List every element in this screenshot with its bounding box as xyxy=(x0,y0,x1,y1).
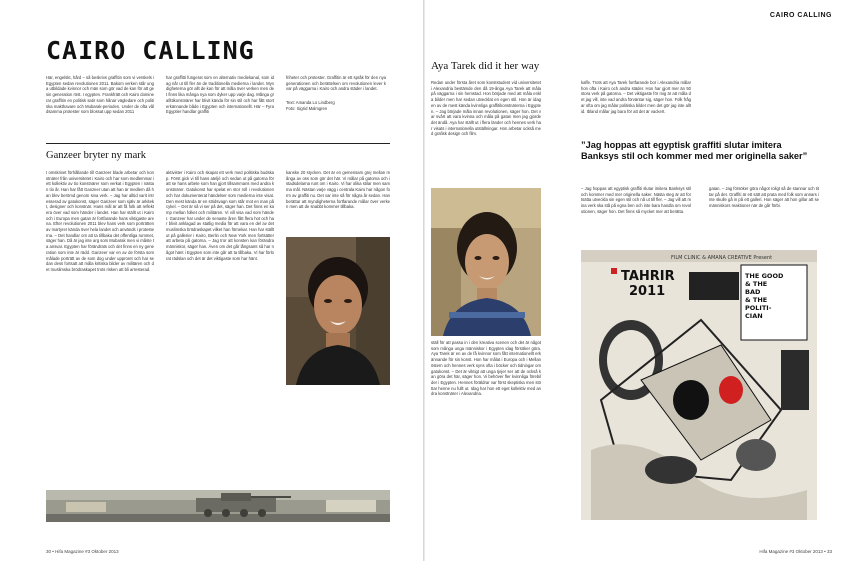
aya-portrait-photo xyxy=(431,188,541,336)
credit-text: Text: Amanda Lo Lindberg Foto: Sigrid Malmgren xyxy=(286,100,335,111)
ganzeer-column-1: I omskrivet förhållande till Ganzeer blade arbetar och konstnärer från universitetet i Kairo och har som medlemmar i ett kollektiv av tio konstnärer som verkat i Egypten i nästan tio år. Han har fått Ganzeer utan att han är medlem då han blev berömd genom sina verk. – Jag har alltid varit intresserad av gatukonst, säger Ganzeer som själv är arkitekt, designer och konstnär. Hans mål är att få folk att reflektera över vad som händer i landet. Han har ställt ut i Kairo och i Europa men gatan är fortfarande hans viktigaste arena. Efter revolutionen 2011 blev hans verk som porträtten av martyrer kända över hela landet och används i protesterna. – Det handlar om att ta tillbaka det offentliga rummet, säger han. Då är jag inte arg som Mubarak men vi måste ta ansvar. Egypten har förändrats och det finns en ny generation som inte är rädd. Ganzeer var en av de första som målade porträtt av de som dog under upproret och har sedan dess fortsatt att måla kritiska bilder av militären och det muslimska brödraskapet trots risken att bli arresterad. xyxy=(46,170,154,272)
tank-mural-image xyxy=(46,490,390,522)
aya-column-2-mid: – Jag hoppas att egyptisk graffiti slutar imitera Banksys stil och kommer med mer originella saker. Nästa steg är att fortsätta utveckla sin egen stil och nå ut till fler. – Jag vill att mina verk ska stå på egna ben och inte bara handla om revolutionen, säger hon. Det finns så mycket mer att berätta. xyxy=(581,186,691,214)
tahrir-poster-image xyxy=(581,250,817,520)
ganzeer-column-3: kanske 20 stycken. Det är en gemensam grej mellan många av oss som gör det här. Vi målar på gatorna och i stadsdelarna runt om i Kairo. Vi har olika stilar men samma mål. Nästan varje vägg i centrala Kairo har någon form av graffiti nu. Det var inte så för några år sedan. Han berättar att myndigheterna fortfarande målar över verken men att de snabbt kommer tillbaka. xyxy=(286,170,390,210)
aya-column-1-bottom: ställ för att passa in i den kreativa scenen och det är något som många unga människor i Egypten idag försöker göra. Aya Tarek är en av de få kvinnor som fått internationellt erkännande för sin konst. Hon har målat i Europa och i Mellanöstern och hennes verk syns ofta i böcker och tidningar om gatukonst. – Det är viktigt att unga tjejer ser att de också kan göra det här, säger hon. Vi behöver fler kvinnliga förebilder i Egypten. Hennes föräldrar var först skeptiska men stöttar henne nu fullt ut. Idag har hon ett eget kollektiv med andra konstnärer i Alexandria. xyxy=(431,340,541,397)
aya-column-1-top: Redan under första året som konststudent vid universitetet i Alexandria bestämde den då 19-åriga Aya Tarek att måla på väggarna i sin hemstad. Hon började med att måla enkla bilder men har sedan utvecklat en egen stil. Hon är idag en av de mest kända kvinnliga graffitikonstnärerna i Egypten. – Jag började måla innan revolutionen, säger hon. Det var svårt att vara kvinna och måla på gatan men jag gjorde det ändå. Aya har ställt ut i flera länder och hennes verk har visats i internationella utställningar. Hon arbetar också med grafisk design och film. xyxy=(431,80,541,137)
right-page xyxy=(425,0,850,561)
portrait-woman-image xyxy=(431,188,541,336)
left-footer: 30 • Hifa Magazine #3 Oktober 2013 xyxy=(46,549,119,554)
portrait-man-image xyxy=(286,237,390,385)
poster-title-line2: 2011 xyxy=(629,284,666,299)
article-title: CAIRO CALLING xyxy=(46,36,255,65)
right-footer: Hifa Magazine #3 Oktober 2013 • 33 xyxy=(759,549,832,554)
ganzeer-portrait-photo xyxy=(286,237,390,385)
aya-column-2-top: kaffe. Trots att Aya Tarek fortfarande bor i Alexandria målar hon ofta i Kairo och andra städer. Hon har gjort mer än 50 stora verk på gatorna. – Det viktigaste för mig är att måla det jag vill, inte vad andra förväntar sig, säger hon. Folk frågar ofta om jag målar politiska bilder men det gör jag inte alltid. Ibland målar jag bara för att det är vackert. xyxy=(581,80,691,114)
aya-subhead: Aya Tarek did it her way xyxy=(431,60,540,72)
poster-title-line1: TAHRIR xyxy=(621,269,675,284)
section-tag: CAIRO CALLING xyxy=(769,12,832,19)
intro-column-1: Här, engelskt, hård – så beskrivs graffitin som vi verskels i Egypten sedan revolutionen 2011. Bakom verken står unga utbildade kvinnor och män som gör vad de kan för att ge sin generation röst. I egypten. Frankfrätt och Kairo dominerar graffitin en politisk satir som hånar vägledare och politiska makthavare och Mubarak-perioden. Under de ofta våldsamma protester som blossat upp sedan 2011 xyxy=(46,75,154,115)
tank-graffiti-photo xyxy=(46,490,390,522)
ganzeer-subhead: Ganzeer bryter ny mark xyxy=(46,150,146,161)
section-divider xyxy=(46,143,390,144)
tahrir-poster-photo xyxy=(581,250,817,520)
intro-column-3: friheter och protester. Graffitin är ett språk för den nya generationen och berättelsen om revolutionen lever kvar på väggarna i Kairo och andra städer i landet. xyxy=(286,75,386,92)
pull-quote: ”Jag hoppas att egyptisk graffiti slutar imitera Banksys stil och kommer med mer originella saker” xyxy=(581,140,808,161)
aya-column-3-mid: gatan. – Jag försöker göra något roligt så de stannar och tittar på det. Graffiti är ett sätt att prata med folk som annars inte skulle gå in på ett galleri. Hon säger att hon gillar att se människors reaktioner när de går förbi. xyxy=(709,186,819,209)
ganzeer-column-2: aktivister i Kairo och skapat ett verk med politiska budskap. Först gick vi till hans ateljé och sedan ut på gatorna för att se hans arbete som han gjort tillsammans med andra konstnärer. Gatukonst har spelat en stor roll i revolutionen och har dokumenterat händelser som medierna inte visat. Den mest kända är en stridsvagn som står mot en man på cykel. – Det är så vi ser på det, säger han. Det finns en kamp mellan folket och militären. Vi vill visa vad som händer. Ganzeer har under de senaste åren fått flera hot och har blivit anklagad av statlig media för att vara en del av det muslimska brödraskapet vilket han förnekar. Han har ställt ut på gallerier i Kairo, Berlin och New York men fortsätter att arbeta på gatorna. – Jag tror att konsten kan förändra människor, säger han. Även om det går långsamt så har något hänt i Egypten som inte går att ta tillbaka. Vi har förlorat rädslan och det är det viktigaste som har hänt. xyxy=(166,170,274,261)
poster-banner: FILM CLINIC & AMANA CREATIVE Present xyxy=(671,255,773,261)
intro-column-2: har graffitti fungerat som en alternativ mediekanal, som idag når ut till fler än de traditionella medierna i landet. Myndigheterna gör allt de kan för att måla över verken men det finns lika många nya som dyker upp varje dag. Många grafittikonstnärer har blivit kända för sin stil och har fått stort erkännande både i Egypten och internationellt. Här – Fyra Egyptier handlar graffiti xyxy=(166,75,274,115)
article-credits xyxy=(286,100,386,112)
aya-column-3-top xyxy=(709,80,819,130)
poster-right-text: THE GOOD & THE BAD & THE POLITI- CIAN xyxy=(745,272,784,320)
